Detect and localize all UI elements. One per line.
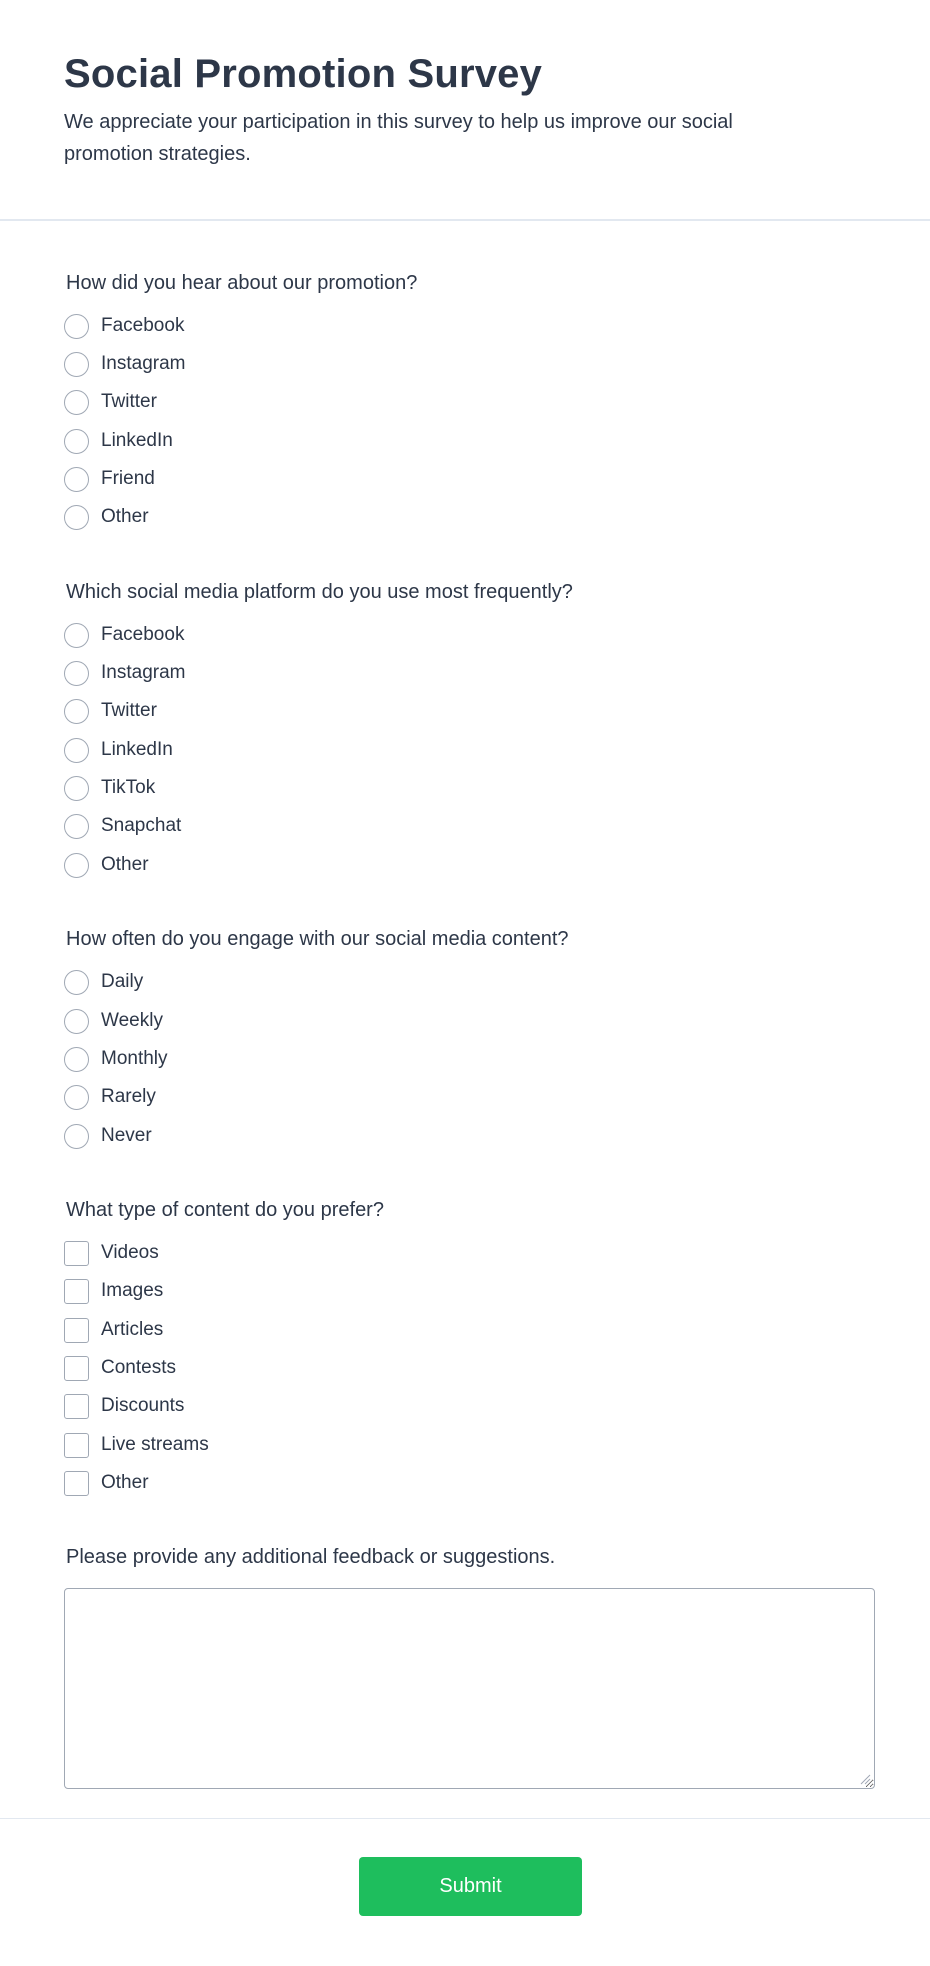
option-label: Other — [101, 1472, 149, 1493]
option-label: Contests — [101, 1357, 176, 1378]
option-never[interactable] — [64, 1123, 152, 1149]
checkbox[interactable] — [64, 1433, 89, 1458]
radio-button[interactable] — [64, 505, 89, 530]
option-label: Daily — [101, 971, 144, 992]
option-facebook[interactable] — [64, 313, 184, 339]
option-friend[interactable] — [64, 466, 155, 492]
option-images[interactable] — [64, 1278, 163, 1304]
page-description: We appreciate your participation in this survey to help us improve our social promotion strategies. — [64, 111, 733, 165]
option-label: Articles — [101, 1319, 164, 1340]
option-label: Instagram — [101, 353, 186, 374]
radio-button[interactable] — [64, 970, 89, 995]
radio-button[interactable] — [64, 699, 89, 724]
radio-button[interactable] — [64, 429, 89, 454]
radio-button[interactable] — [64, 1124, 89, 1149]
resize-grip-icon[interactable] — [859, 1773, 871, 1785]
option-label: Other — [101, 506, 149, 527]
checkbox[interactable] — [64, 1318, 89, 1343]
option-label: Monthly — [101, 1048, 168, 1069]
question-title: Please provide any additional feedback or suggestions. — [66, 1546, 556, 1568]
option-label: Instagram — [101, 662, 186, 683]
option-weekly[interactable] — [64, 1008, 163, 1034]
radio-button[interactable] — [64, 1009, 89, 1034]
option-label: Twitter — [101, 700, 157, 721]
option-linkedin[interactable] — [64, 737, 173, 763]
option-discounts[interactable] — [64, 1393, 184, 1419]
option-label: Images — [101, 1280, 164, 1301]
option-label: Facebook — [101, 624, 185, 645]
option-label: Never — [101, 1125, 152, 1146]
option-label: Friend — [101, 468, 155, 489]
option-contests[interactable] — [64, 1355, 176, 1381]
radio-button[interactable] — [64, 623, 89, 648]
question-title: What type of content do you prefer? — [66, 1199, 384, 1221]
checkbox[interactable] — [64, 1394, 89, 1419]
option-facebook[interactable] — [64, 622, 184, 648]
option-snapchat[interactable] — [64, 813, 181, 839]
checkbox[interactable] — [64, 1471, 89, 1496]
checkbox[interactable] — [64, 1279, 89, 1304]
option-videos[interactable] — [64, 1240, 159, 1266]
radio-button[interactable] — [64, 1047, 89, 1072]
option-label: Discounts — [101, 1395, 185, 1416]
option-daily[interactable] — [64, 969, 143, 995]
page-title: Social Promotion Survey — [64, 52, 543, 96]
option-twitter[interactable] — [64, 389, 157, 415]
radio-button[interactable] — [64, 853, 89, 878]
option-label: Rarely — [101, 1086, 156, 1107]
option-label: Other — [101, 854, 149, 875]
radio-button[interactable] — [64, 467, 89, 492]
feedback-textarea[interactable] — [64, 1588, 875, 1789]
submit-button[interactable]: Submit — [359, 1857, 582, 1916]
radio-button[interactable] — [64, 390, 89, 415]
option-twitter[interactable] — [64, 698, 157, 724]
footer-divider — [0, 1818, 930, 1819]
radio-button[interactable] — [64, 738, 89, 763]
question-title: Which social media platform do you use most frequently? — [66, 581, 573, 603]
option-linkedin[interactable] — [64, 428, 173, 454]
checkbox[interactable] — [64, 1356, 89, 1381]
option-label: Live streams — [101, 1434, 209, 1455]
radio-button[interactable] — [64, 814, 89, 839]
radio-button[interactable] — [64, 661, 89, 686]
option-other[interactable] — [64, 1470, 149, 1496]
survey-header — [0, 0, 930, 221]
radio-button[interactable] — [64, 352, 89, 377]
option-articles[interactable] — [64, 1317, 163, 1343]
option-instagram[interactable] — [64, 351, 185, 377]
option-label: Twitter — [101, 391, 157, 412]
option-instagram[interactable] — [64, 660, 185, 686]
option-other[interactable] — [64, 852, 149, 878]
option-label: Videos — [101, 1242, 159, 1263]
option-live-streams[interactable] — [64, 1432, 209, 1458]
radio-button[interactable] — [64, 314, 89, 339]
option-tiktok[interactable] — [64, 775, 155, 801]
option-label: Facebook — [101, 315, 185, 336]
radio-button[interactable] — [64, 776, 89, 801]
option-label: Weekly — [101, 1010, 163, 1031]
option-label: TikTok — [101, 777, 156, 798]
radio-button[interactable] — [64, 1085, 89, 1110]
question-title: How did you hear about our promotion? — [66, 272, 418, 294]
option-label: LinkedIn — [101, 739, 173, 760]
option-label: LinkedIn — [101, 430, 173, 451]
option-monthly[interactable] — [64, 1046, 168, 1072]
option-rarely[interactable] — [64, 1084, 156, 1110]
question-title: How often do you engage with our social media content? — [66, 928, 569, 950]
option-label: Snapchat — [101, 815, 182, 836]
checkbox[interactable] — [64, 1241, 89, 1266]
option-other[interactable] — [64, 504, 149, 530]
